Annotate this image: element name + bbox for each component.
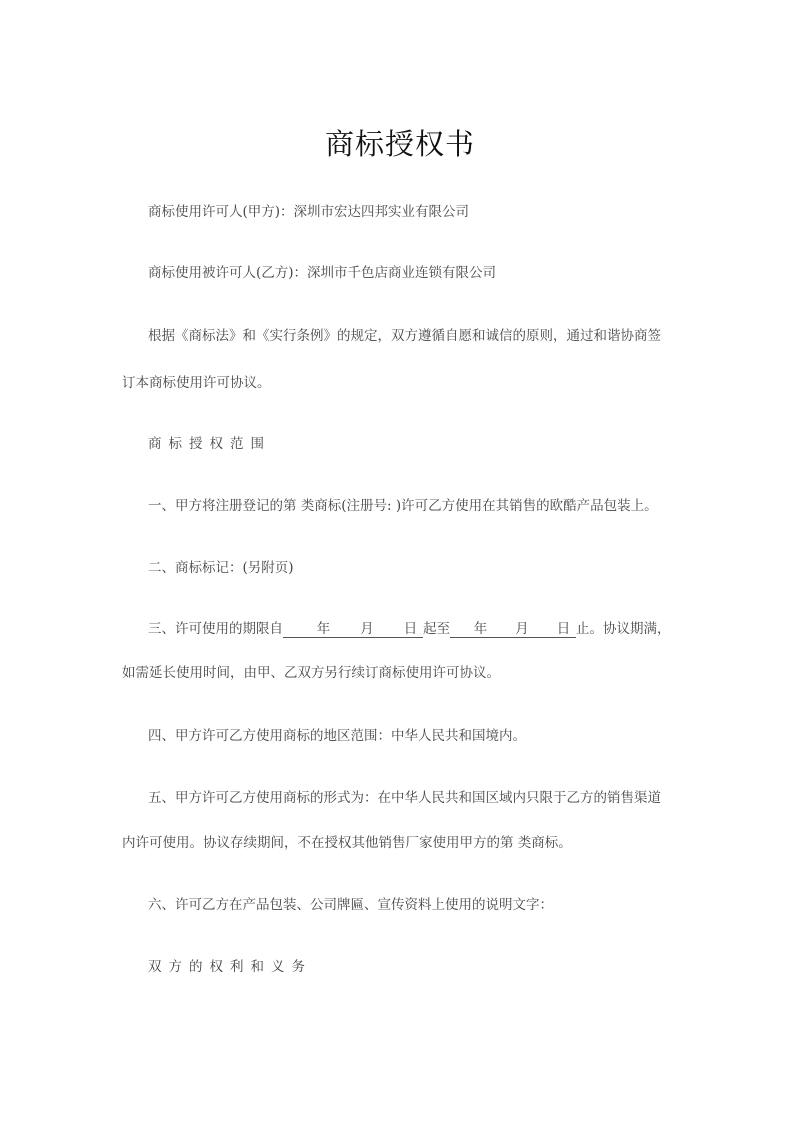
section-heading-scope: 商标授权范围	[148, 436, 271, 452]
clause-3-suffix: 止。协议期满，	[576, 621, 671, 637]
clause-6: 六、许可乙方在产品包装、公司牌匾、宣传资料上使用的说明文字：	[148, 897, 553, 913]
clause-3-line-1	[148, 617, 671, 638]
licensor-line: 商标使用许可人(甲方)：深圳市宏达四邦实业有限公司	[148, 204, 470, 220]
clause-4: 四、甲方许可乙方使用商标的地区范围：中华人民共和国境内。	[148, 728, 526, 744]
start-date-blank: 年 月 日	[283, 617, 423, 638]
document-title: 商标授权书	[324, 127, 475, 161]
section-heading-rights: 双方的权利和义务	[148, 959, 312, 975]
clause-2: 二、商标标记：(另附页)	[148, 560, 294, 576]
preamble-line-1: 根据《商标法》和《实行条例》的规定，双方遵循自愿和诚信的原则，通过和谐协商签	[148, 328, 661, 344]
clause-3-mid: 起至	[423, 621, 450, 637]
clause-5-line-1: 五、甲方许可乙方使用商标的形式为：在中华人民共和国区域内只限于乙方的销售渠道	[148, 790, 661, 806]
licensee-line: 商标使用被许可人(乙方)：深圳市千色店商业连锁有限公司	[148, 265, 497, 281]
clause-3-line-2: 如需延长使用时间，由甲、乙双方另行续订商标使用许可协议。	[122, 665, 500, 681]
clause-5-line-2: 内许可使用。协议存续期间，不在授权其他销售厂家使用甲方的第 类商标。	[122, 835, 572, 851]
end-date-blank: 年 月 日	[450, 617, 576, 638]
clause-1: 一、甲方将注册登记的第 类商标(注册号: )许可乙方使用在其销售的欧酷产品包装上。	[148, 498, 658, 514]
preamble-line-2: 订本商标使用许可协议。	[122, 375, 271, 391]
clause-3-prefix: 三、许可使用的期限自	[148, 621, 283, 637]
